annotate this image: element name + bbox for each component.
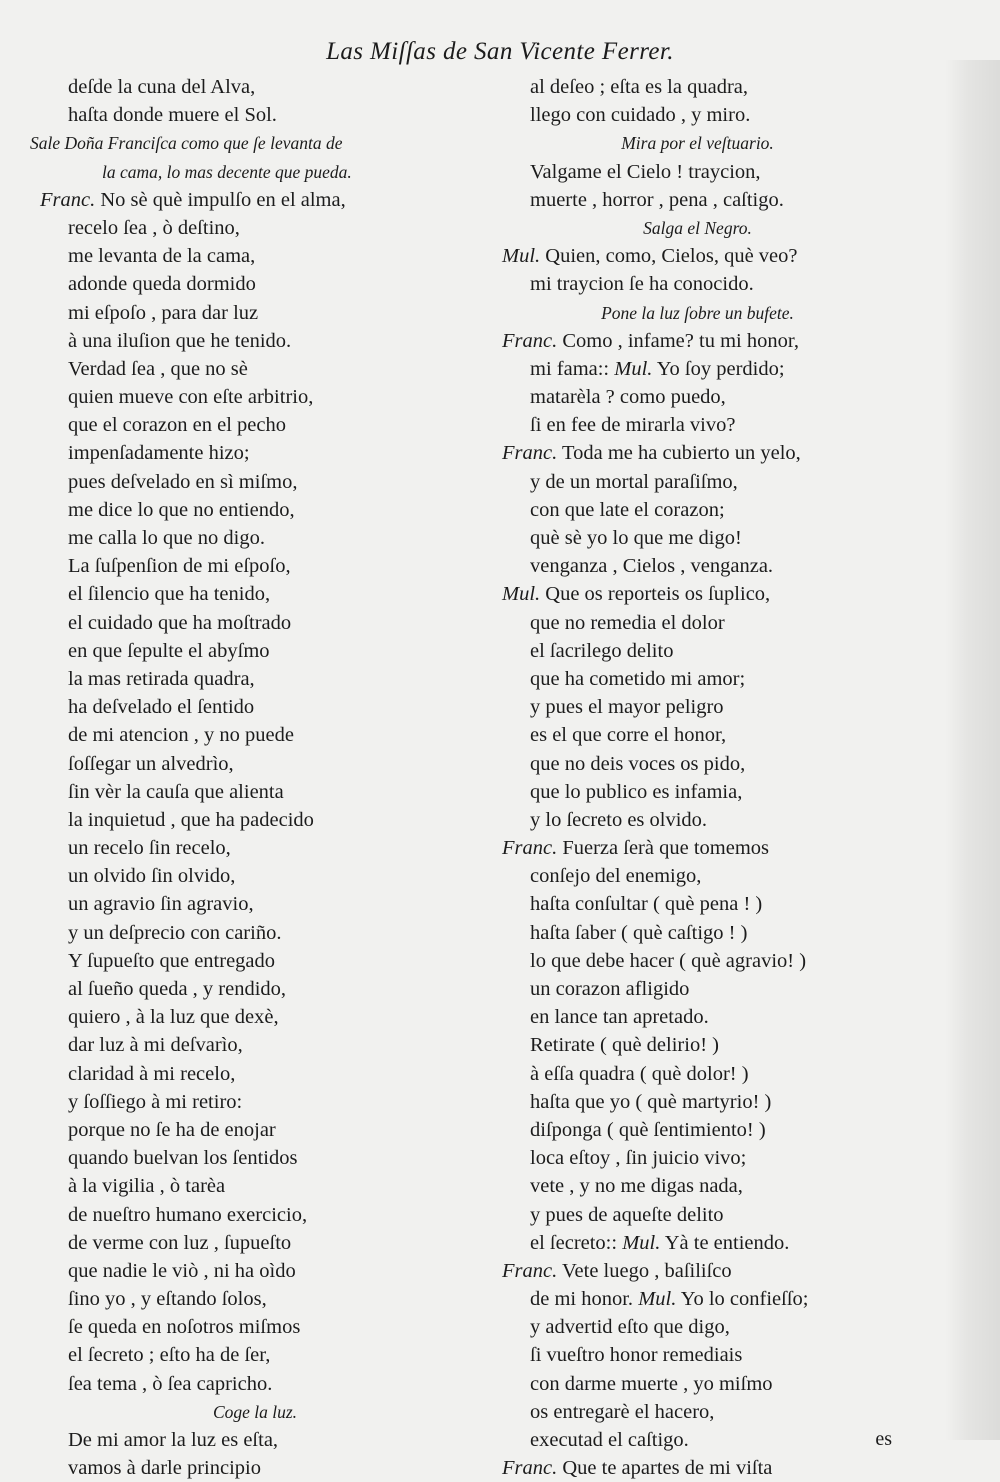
verse-line: es el que corre el honor, (530, 724, 727, 747)
speech-line (500, 580, 895, 608)
speaker-name: Franc. (502, 1259, 558, 1282)
stage-direction: la cama, lo mas decente que pueda. (102, 161, 352, 182)
speech-text: Fuerza ſerà que tomemos (562, 837, 769, 860)
stage-direction: Coge la luz. (212, 1401, 298, 1422)
verse-line: que lo publico es infamia, (530, 780, 743, 803)
verse-line: que nadie le viò , ni ha oìdo (68, 1259, 296, 1282)
verse-line: el ſilencio que ha tenido, (68, 583, 271, 606)
verse-line: un agravio ſin agravio, (68, 893, 254, 916)
verse-line: al ſueño queda , y rendido, (68, 978, 287, 1000)
facing-page-bleed-through (945, 60, 1000, 1440)
stage-direction: Salga el Negro. (643, 217, 752, 238)
verse-line: lo que debe hacer ( què agravio! ) (530, 949, 807, 972)
running-head: Las Miſſas de San Vicente Ferrer. (326, 38, 674, 65)
verse-line: recelo ſea , ò deſtino, (68, 216, 240, 239)
verse-line: me levanta de la cama, (68, 245, 256, 268)
verse-line: en lance tan apretado. (530, 1006, 709, 1029)
verse-line: y lo ſecreto es olvido. (530, 808, 708, 831)
verse-line: haſta donde muere el Sol. (68, 104, 277, 127)
verse-line: matarèla ? como puedo, (530, 386, 726, 409)
speaker-name: Mul. (502, 245, 541, 268)
verse-line: con que late el corazon; (530, 498, 725, 521)
speech-line (500, 242, 895, 270)
speech-text: No sè què impulſo en el alma, (100, 188, 346, 211)
verse-line: ſin vèr la cauſa que alienta (68, 780, 284, 803)
speech-text: Que os reporteis os ſuplico, (545, 583, 771, 606)
verse-line: executad el caſtigo. (530, 1429, 689, 1451)
verse-line: La ſuſpenſion de mi eſpoſo, (68, 555, 291, 578)
verse-line: y advertid eſto que digo, (530, 1316, 730, 1339)
verse-line: ſea tema , ò ſea capricho. (68, 1372, 273, 1395)
verse-line: quien mueve con eſte arbitrio, (68, 386, 314, 409)
stage-direction: Sale Doña Franciſca como que ſe levanta de (30, 133, 343, 154)
verse-line: que ha cometido mi amor; (530, 667, 746, 690)
verse-line: un recelo ſin recelo, (68, 837, 231, 860)
verse-line: que no deis voces os pido, (530, 752, 746, 775)
verse-line: deſde la cuna del Alva, (68, 76, 256, 98)
speaker-name: Mul. (638, 1288, 677, 1311)
verse-line: Verdad ſea , que no sè (68, 357, 248, 380)
speech-text: Vete luego , baſiliſco (562, 1259, 732, 1282)
verse-line: y pues el mayor peligro (530, 696, 724, 719)
verse-line: ſi vueſtro honor remediais (530, 1344, 743, 1367)
verse-line: ha deſvelado el ſentido (68, 696, 255, 719)
verse-line: la mas retirada quadra, (68, 667, 255, 690)
verse-line: mi traycion ſe ha conocido. (530, 273, 754, 296)
verse-line: y un deſprecio con cariño. (68, 921, 282, 944)
verse-line: de mi atencion , y no puede (68, 724, 295, 747)
verse-line (500, 1285, 895, 1313)
stage-direction: Pone la luz ſobre un bufete. (601, 302, 794, 323)
speaker-name: Mul. (502, 583, 541, 606)
verse-line: un corazon afligido (530, 978, 690, 1000)
speaker-name: Franc. (502, 329, 558, 352)
speaker-name: Franc. (40, 188, 96, 211)
verse-line: muerte , horror , pena , caſtigo. (530, 188, 784, 211)
verse-line: Valgame el Cielo ! traycion, (530, 160, 761, 183)
verse-line: ſe queda en noſotros miſmos (68, 1316, 301, 1339)
verse-text: de mi honor. (530, 1288, 639, 1311)
verse-line: en que ſepulte el abyſmo (68, 639, 270, 662)
verse-line: llego con cuidado , y miro. (530, 104, 751, 127)
speaker-name: Mul. (614, 357, 653, 380)
speaker-name: Franc. (502, 442, 558, 465)
verse-line: mi eſpoſo , para dar luz (68, 301, 259, 324)
verse-text: el ſecreto:: (530, 1231, 623, 1254)
verse-line: ſi en fee de mirarla vivo? (530, 414, 736, 437)
verse-line (500, 1229, 895, 1257)
verse-line: y pues de aqueſte delito (530, 1203, 724, 1226)
verse-text: Yo ſoy perdido; (652, 357, 785, 380)
verse-line: que el corazon en el pecho (68, 414, 286, 437)
verse-line: el ſacrilego delito (530, 639, 674, 662)
verse-line: De mi amor la luz es eſta, (68, 1429, 279, 1451)
verse-line: claridad à mi recelo, (68, 1062, 236, 1085)
verse-line: la inquietud , que ha padecido (68, 808, 314, 831)
verse-line: vete , y no me digas nada, (530, 1175, 743, 1198)
verse-line: el cuidado que ha moſtrado (68, 611, 292, 634)
speaker-name: Mul. (622, 1231, 661, 1254)
verse-line: Retirate ( què delirio! ) (530, 1034, 719, 1057)
catchword: es (875, 1428, 892, 1450)
verse-line: pues deſvelado en sì miſmo, (68, 470, 298, 493)
verse-line: à eſſa quadra ( què dolor! ) (530, 1062, 749, 1085)
verse-text: Yo lo confieſſo; (676, 1288, 809, 1311)
verse-line: Y ſupueſto que entregado (68, 949, 276, 972)
speech-line (500, 439, 895, 467)
stage-direction: Mira por el veſtuario. (621, 133, 774, 154)
verse-line: un olvido ſin olvido, (68, 865, 236, 888)
verse-line: me dice lo que no entiendo, (68, 498, 295, 521)
verse-line: haſta ſaber ( què caſtigo ! ) (530, 921, 748, 944)
verse-line: ſino yo , y eſtando ſolos, (68, 1288, 267, 1311)
verse-line: à la vigilia , ò tarèa (68, 1175, 226, 1198)
verse-line: con darme muerte , yo miſmo (530, 1372, 773, 1395)
verse-line: de verme con luz , ſupueſto (68, 1231, 292, 1254)
verse-line (500, 355, 895, 383)
verse-line: ſoſſegar un alvedrìo, (68, 752, 234, 775)
verse-line: dar luz à mi deſvarìo, (68, 1034, 243, 1057)
verse-line: haſta que yo ( què martyrio! ) (530, 1090, 772, 1113)
verse-line: que no remedia el dolor (530, 611, 725, 634)
verse-line: quando buelvan los ſentidos (68, 1147, 298, 1170)
speech-text: Como , infame? tu mi honor, (562, 329, 799, 352)
verse-line: quiero , à la luz que dexè, (68, 1006, 279, 1029)
verse-line: loca eſtoy , ſin juicio vivo; (530, 1147, 747, 1170)
speech-line (500, 834, 895, 862)
verse-line: à una iluſion que he tenido. (68, 329, 292, 352)
verse-line: venganza , Cielos , venganza. (530, 555, 774, 578)
verse-line: impenſadamente hizo; (68, 442, 250, 465)
speech-line (30, 186, 480, 214)
verse-line: vamos à darle principio (68, 1457, 261, 1480)
verse-line: y de un mortal paraſiſmo, (530, 470, 738, 493)
verse-text: mi fama:: (530, 357, 615, 380)
verse-line: el ſecreto ; eſto ha de ſer, (68, 1344, 271, 1367)
speech-line (500, 327, 895, 355)
verse-line: al deſeo ; eſta es la quadra, (530, 76, 748, 98)
verse-line: os entregarè el hacero, (530, 1400, 715, 1423)
speech-line (500, 1454, 895, 1482)
right-text-column (500, 73, 895, 1482)
verse-line: diſponga ( què ſentimiento! ) (530, 1118, 766, 1141)
speaker-name: Franc. (502, 1457, 558, 1480)
verse-line: què sè yo lo que me digo! (530, 527, 742, 549)
verse-line: conſejo del enemigo, (530, 865, 702, 888)
speech-line (500, 1257, 895, 1285)
speech-text: Quien, como, Cielos, què veo? (545, 245, 798, 268)
verse-line: de nueſtro humano exercicio, (68, 1203, 308, 1226)
verse-line: adonde queda dormido (68, 273, 256, 296)
verse-line: y ſoſſiego à mi retiro: (68, 1090, 243, 1113)
verse-line: me calla lo que no digo. (68, 527, 265, 549)
speaker-name: Franc. (502, 837, 558, 860)
verse-line: porque no ſe ha de enojar (68, 1118, 276, 1141)
speech-text: Que te apartes de mi viſta (562, 1457, 773, 1480)
speech-text: Toda me ha cubierto un yelo, (562, 442, 801, 465)
left-text-column (30, 73, 480, 1482)
verse-line: haſta conſultar ( què pena ! ) (530, 893, 763, 916)
verse-text: Yà te entiendo. (660, 1231, 790, 1254)
